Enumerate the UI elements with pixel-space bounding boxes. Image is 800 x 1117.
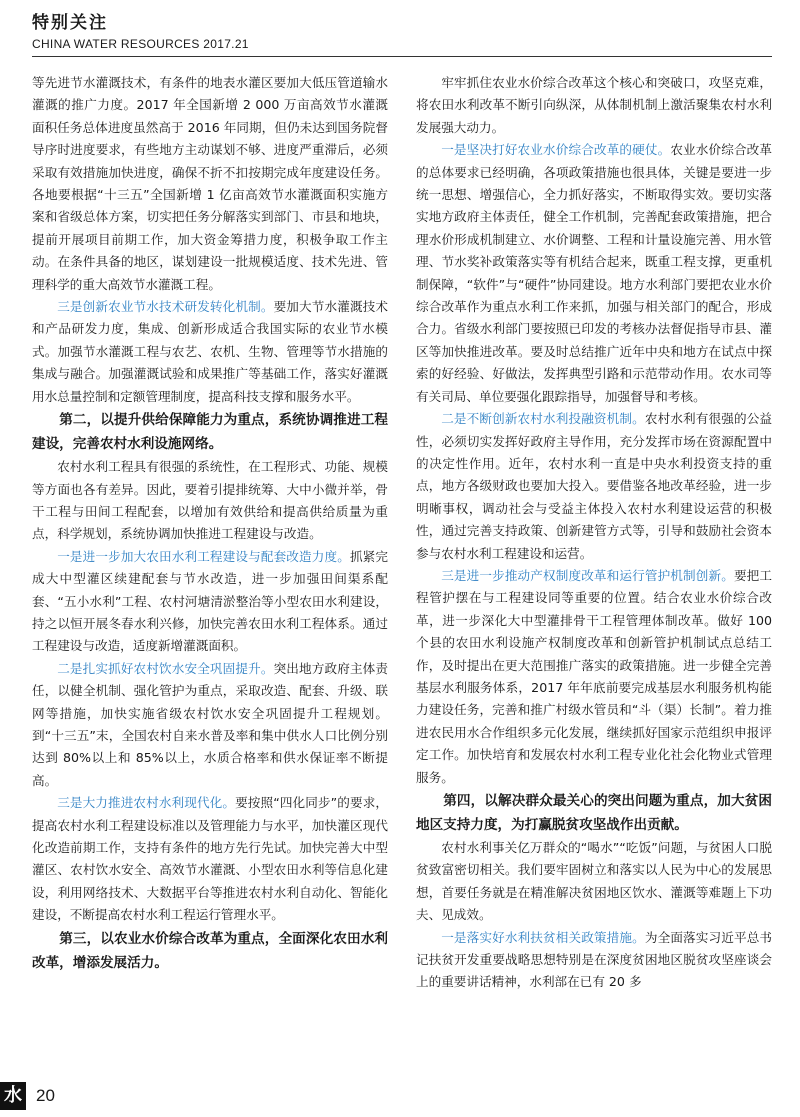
paragraph xyxy=(32,296,388,408)
highlighted-lead: 三是大力推进农村水利现代化。 xyxy=(57,795,236,811)
paragraph xyxy=(32,456,388,546)
heading-text: 第三，以农业水价综合改革为重点，全面深化农田水利改革，增添发展活力。 xyxy=(32,930,388,971)
paragraph-text: 等先进节水灌溉技术，有条件的地表水灌区要加大低压管道输水灌溉的推广力度。2017 年全国新增 2 000 万亩高效节水灌溉面积任务总体进度虽然高于 2016 年同期，但仍未达到国务院督导序时进度要求，有些地方主动谋划不够、进度严重滞后，必须采取有效措施加快进度，确保不折不扣按期完成年度建设任务。各地要根据“十三五”全国新增 1 亿亩高效节水灌溉面积实施方案和省级总体方案，切实把任务分解落实到部门、市县和地块，提前开展项目前期工作，加大资金筹措力度，积极争取工作主动。在条件具备的地区，谋划建设一批规模适度、技术先进、管理科学的重大高效节水灌溉工程。 xyxy=(32,75,388,292)
highlighted-lead: 二是不断创新农村水利投融资机制。 xyxy=(441,411,645,427)
section-heading xyxy=(32,408,388,456)
highlighted-lead: 一是落实好水利扶贫相关政策措施。 xyxy=(441,929,645,945)
paragraph xyxy=(416,927,772,994)
highlighted-lead: 一是进一步加大农田水利工程建设与配套改造力度。 xyxy=(57,548,350,564)
paragraph-text: 为全面落实习近平总书记扶贫开发重要战略思想特别是在深度贫困地区脱贫攻坚座谈会上的重要讲话精神，水利部在已有 20 多 xyxy=(416,929,773,990)
paragraph xyxy=(416,139,772,408)
section-heading xyxy=(416,789,772,837)
paragraph-text: 要按照“四化同步”的要求，提高农村水利工程建设标准以及管理能力与水平，加快灌区现代化改造前期工作，支持有条件的地方先行先试。加快完善大中型灌区、农村饮水安全、高效节水灌溉、小型农田水利等信息化建设，利用网络技术、大数据平台等推进农村水利自动化、智能化建设，不断提高农村水利工程运行管理水平。 xyxy=(32,795,388,923)
article-body xyxy=(32,72,772,1072)
page-footer xyxy=(0,1082,100,1112)
paragraph xyxy=(32,658,388,792)
paragraph xyxy=(416,408,772,565)
journal-issue: CHINA WATER RESOURCES 2017.21 xyxy=(32,37,772,57)
highlighted-lead: 一是坚决打好农业水价综合改革的硬仗。 xyxy=(441,142,671,158)
heading-text: 第四，以解决群众最关心的突出问题为重点，加大贫困地区支持力度，为打赢脱贫攻坚战作出贡献。 xyxy=(416,793,772,833)
paragraph xyxy=(32,792,388,926)
paragraph-text: 农村水利有很强的公益性，必须切实发挥好政府主导作用，充分发挥市场在资源配置中的决定性作用。近年，农村水利一直是中央水利投资支持的重点，地方各级财政也要加大投入。要借鉴各地改革经验，进一步明晰事权，调动社会与受益主体投入农村水利建设运营的积极性，通过完善支持政策、创新建管方式等，引导和鼓励社会资本参与农村水利工程建设和运营。 xyxy=(416,411,773,561)
left-column xyxy=(32,72,388,975)
right-column xyxy=(416,72,772,994)
page-header xyxy=(32,8,772,57)
paragraph xyxy=(416,72,772,139)
paragraph-text: 农业水价综合改革的总体要求已经明确，各项政策措施也很具体，关键是要进一步统一思想、增强信心，全力抓好落实，不断取得实效。要切实落实地方政府主体责任，健全工作机制，完善配套政策措施，把合理水价形成机制建立、水价调整、工程和计量设施完善、用水管理、节水奖补政策落实等有机结合起来，既重工程支撑，更重机制保障，“软件”与“硬件”协同建设。地方水利部门要把农业水价综合改革作为重点水利工作来抓，加强与相关部门的配合，形成合力。省级水利部门要按照已印发的考核办法督促指导市县、灌区等加快推进改革。要及时总结推广近年中央和地方在试点中探索的好经验、好做法，发挥典型引路和示范带动作用。农水司等有关司局、单位要强化跟踪指导，加强督导和考核。 xyxy=(416,142,773,404)
page-number: 20 xyxy=(36,1086,55,1105)
water-badge: 水 xyxy=(0,1082,26,1110)
section-heading xyxy=(32,927,388,975)
paragraph xyxy=(32,546,388,658)
paragraph-text: 要加大节水灌溉技术和产品研发力度，集成、创新形成适合我国实际的农业节水模式。加强节水灌溉工程与农艺、农机、生物、管理等节水措施的集成与融合。加强灌溉试验和成果推广等基础工作，落实好灌溉用水总量控制和定额管理制度，提高科技支撑和服务水平。 xyxy=(32,299,389,404)
paragraph xyxy=(416,837,772,927)
paragraph xyxy=(416,565,772,789)
highlighted-lead: 三是进一步推动产权制度改革和运行管护机制创新。 xyxy=(441,567,734,583)
paragraph xyxy=(32,72,388,296)
highlighted-lead: 二是扎实抓好农村饮水安全巩固提升。 xyxy=(57,660,274,676)
paragraph-text: 牢牢抓住农业水价综合改革这个核心和突破口，攻坚克难，将农田水利改革不断引向纵深，从体制机制上激活聚集农村水利发展强大动力。 xyxy=(416,75,772,135)
heading-text: 第二，以提升供给保障能力为重点，系统协调推进工程建设，完善农村水利设施网络。 xyxy=(32,412,388,453)
section-title: 特别关注 xyxy=(32,13,108,33)
paragraph-text: 抓紧完成大中型灌区续建配套与节水改造，进一步加强田间渠系配套、“五小水利”工程、农村河塘清淤整治等小型农田水利建设，持之以恒开展冬春水利兴修，加快完善农田水利工程体系。通过工程建设与改造，适度新增灌溉面积。 xyxy=(32,548,389,654)
paragraph-text: 农村水利事关亿万群众的“喝水”“吃饭”问题，与贫困人口脱贫致富密切相关。我们要牢固树立和落实以人民为中心的发展思想，首要任务就是在精准解决贫困地区饮水、灌溉等难题上下功夫、见成效。 xyxy=(416,840,772,923)
highlighted-lead: 三是创新农业节水技术研发转化机制。 xyxy=(57,299,274,315)
paragraph-text: 突出地方政府主体责任，以健全机制、强化管护为重点，采取改造、配套、升级、联网等措施，加快实施省级农村饮水安全巩固提升工程规划。到“十三五”末，全国农村自来水普及率和集中供水人口比例分别达到 80%以上和 85%以上，水质合格率和供水保证率不断提高。 xyxy=(32,660,389,788)
paragraph-text: 要把工程管护摆在与工程建设同等重要的位置。结合农业水价综合改革，进一步深化大中型灌排骨干工程管理体制改革。做好 100 个县的农田水利设施产权制度改革和创新管护机制试点总结工作，及时提出在更大范围推广落实的政策措施。进一步健全完善基层水利服务体系，2017 年年底前要完成基层水利服务机构能力建设任务，完善和推广村级水管员和“斗（渠）长制”。着力推进农民用水合作组织多元化发展，继续抓好国家示范组织申报评定工作。加快培育和发展农村水利工程专业化社会化物业式管理服务。 xyxy=(416,567,773,785)
paragraph-text: 农村水利工程具有很强的系统性，在工程形式、功能、规模等方面也各有差异。因此，要着引提排统筹、大中小微并举，骨干工程与田间工程配套，以增加有效供给和提高供给质量为重点，科学规划，系统协调加快推进工程建设与改造。 xyxy=(32,459,388,542)
